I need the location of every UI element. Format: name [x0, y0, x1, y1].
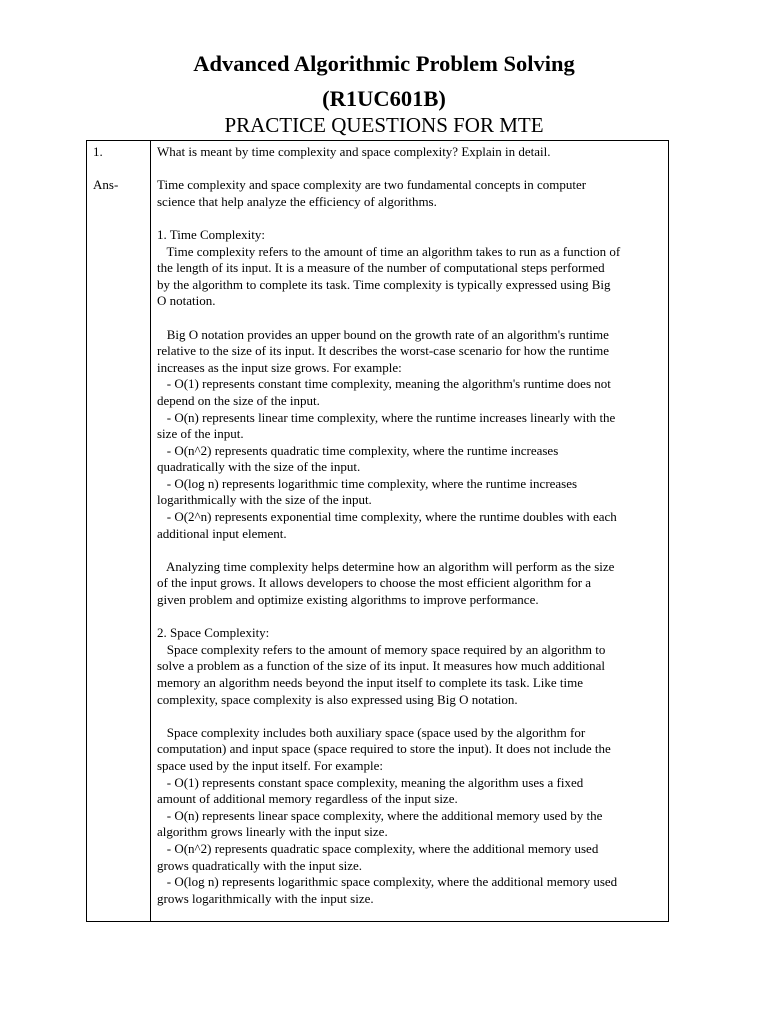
- answer-line: size of the input.: [157, 426, 244, 442]
- question-text: What is meant by time complexity and space complexity? Explain in detail.: [157, 144, 551, 159]
- answer-line: memory an algorithm needs beyond the input itself to complete its task. Like time: [157, 675, 584, 690]
- blank-line: [157, 310, 667, 327]
- answer-line: depend on the size of the input.: [157, 392, 320, 408]
- answer-line: relative to the size of its input. It describes the worst-case scenario for how the runtime: [157, 343, 609, 359]
- blank-line: [157, 161, 667, 178]
- answer-line: space used by the input itself. For example:: [157, 757, 384, 773]
- answer-line: 2. Space Complexity:: [157, 625, 270, 641]
- answer-body: [157, 161, 667, 908]
- answer-line: - O(log n) represents logarithmic space complexity, where the additional memory used: [157, 874, 618, 890]
- document-title: Advanced Algorithmic Problem Solving: [193, 51, 575, 76]
- answer-line: grows logarithmically with the input size.: [157, 890, 374, 906]
- answer-line: - O(log n) represents logarithmic time complexity, where the runtime increases: [157, 475, 578, 491]
- label-column: [93, 144, 145, 194]
- answer-line: by the algorithm to complete its task. Time complexity is typically expressed using Big: [157, 276, 611, 292]
- answer-line: science that help analyze the efficiency of algorithms.: [157, 193, 437, 209]
- blank-line: [157, 708, 667, 725]
- answer-line: quadratically with the size of the input.: [157, 459, 361, 475]
- answer-line: - O(n^2) represents quadratic time complexity, where the runtime increases: [157, 442, 559, 458]
- answer-line: 1. Time Complexity:: [157, 226, 265, 242]
- answer-line: additional input element.: [157, 525, 287, 541]
- answer-line: - O(2^n) represents exponential time complexity, where the runtime doubles with each: [157, 509, 617, 525]
- answer-line: - O(1) represents constant time complexity, meaning the algorithm's runtime does not: [157, 376, 611, 392]
- answer-line: - O(n^2) represents quadratic space complexity, where the additional memory used: [157, 840, 599, 856]
- answer-line: Time complexity refers to the amount of time an algorithm takes to run as a function of: [157, 243, 621, 259]
- answer-line: Time complexity and space complexity are two fundamental concepts in computer: [157, 177, 587, 193]
- answer-line: - O(n) represents linear time complexity, where the runtime increases linearly with the: [157, 409, 616, 425]
- blank-line: [157, 210, 667, 227]
- answer-line: logarithmically with the size of the input.: [157, 492, 372, 508]
- answer-line: grows quadratically with the input size.: [157, 857, 363, 873]
- course-code: (R1UC601B): [322, 86, 446, 111]
- answer-line: - O(n) represents linear space complexity, where the additional memory used by the: [157, 807, 603, 823]
- answer-line: Space complexity includes both auxiliary space (space used by the algorithm for: [157, 724, 586, 740]
- answer-line: given problem and optimize existing algorithms to improve performance.: [157, 592, 539, 608]
- answer-line: Big O notation provides an upper bound on the growth rate of an algorithm's runtime: [157, 326, 609, 342]
- answer-line: complexity, space complexity is also expressed using Big O notation.: [157, 691, 518, 707]
- blank-line: [157, 609, 667, 626]
- answer-line: computation) and input space (space required to store the input). It does not include the: [157, 741, 611, 757]
- answer-line: algorithm grows linearly with the input size.: [157, 824, 388, 840]
- answer-line: Analyzing time complexity helps determine how an algorithm will perform as the size: [157, 558, 615, 574]
- qa-table: [86, 140, 669, 922]
- answer-line: Space complexity refers to the amount of memory space required by an algorithm to: [157, 641, 606, 657]
- answer-label: Ans-: [93, 177, 119, 193]
- content-column: [157, 144, 667, 907]
- answer-line: amount of additional memory regardless of the input size.: [157, 791, 458, 807]
- question-number: 1.: [93, 144, 103, 159]
- answer-line: - O(1) represents constant space complexity, meaning the algorithm uses a fixed: [157, 774, 584, 790]
- answer-line: of the input grows. It allows developers to choose the most efficient algorithm for a: [157, 575, 592, 591]
- column-divider: [150, 141, 151, 921]
- answer-line: O notation.: [157, 293, 216, 309]
- answer-line: increases as the input size grows. For example:: [157, 359, 402, 375]
- blank-line: [157, 542, 667, 559]
- answer-line: the length of its input. It is a measure of the number of computational steps performed: [157, 260, 605, 276]
- document-subtitle: PRACTICE QUESTIONS FOR MTE: [224, 113, 544, 137]
- answer-line: solve a problem as a function of the size of its input. It measures how much additional: [157, 658, 606, 674]
